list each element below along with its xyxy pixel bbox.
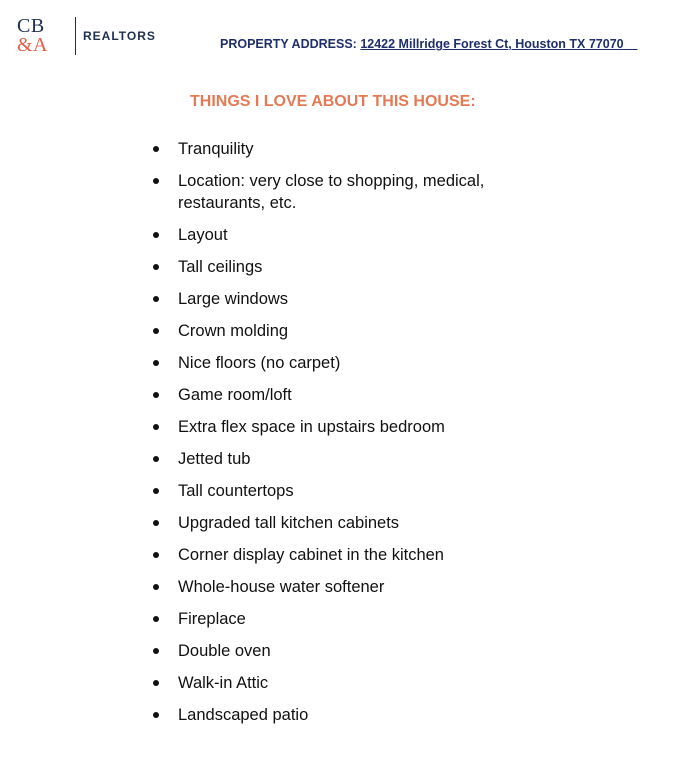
logo-text: REALTORS — [83, 29, 156, 43]
list-item: Walk-in Attic — [178, 672, 538, 694]
property-address-value: 12422 Millridge Forest Ct, Houston TX 77070 — [360, 37, 624, 51]
property-address — [220, 37, 638, 51]
list-item: Fireplace — [178, 608, 538, 630]
property-address-underline-tail — [624, 37, 638, 51]
list-item: Game room/loft — [178, 384, 538, 406]
list-item: Nice floors (no carpet) — [178, 352, 538, 374]
list-item: Double oven — [178, 640, 538, 662]
property-address-label: PROPERTY ADDRESS: — [220, 37, 357, 51]
logo-mark-line2: &A — [17, 34, 48, 56]
list-item: Whole-house water softener — [178, 576, 538, 598]
list-item: Tranquility — [178, 138, 538, 160]
list-item: Tall countertops — [178, 480, 538, 502]
logo — [17, 15, 156, 57]
list-item: Landscaped patio — [178, 704, 538, 726]
list-item: Location: very close to shopping, medical, restaurants, etc. — [178, 170, 538, 214]
list-item: Corner display cabinet in the kitchen — [178, 544, 538, 566]
list-item: Extra flex space in upstairs bedroom — [178, 416, 538, 438]
list-item: Tall ceilings — [178, 256, 538, 278]
list-item: Large windows — [178, 288, 538, 310]
features-list — [178, 138, 538, 736]
list-item: Jetted tub — [178, 448, 538, 470]
list-item: Upgraded tall kitchen cabinets — [178, 512, 538, 534]
list-item: Layout — [178, 224, 538, 246]
page-title: THINGS I LOVE ABOUT THIS HOUSE: — [190, 93, 476, 110]
logo-divider — [75, 17, 76, 55]
logo-mark — [17, 17, 55, 55]
list-item: Crown molding — [178, 320, 538, 342]
logo-mark-line1: CB — [17, 15, 45, 37]
